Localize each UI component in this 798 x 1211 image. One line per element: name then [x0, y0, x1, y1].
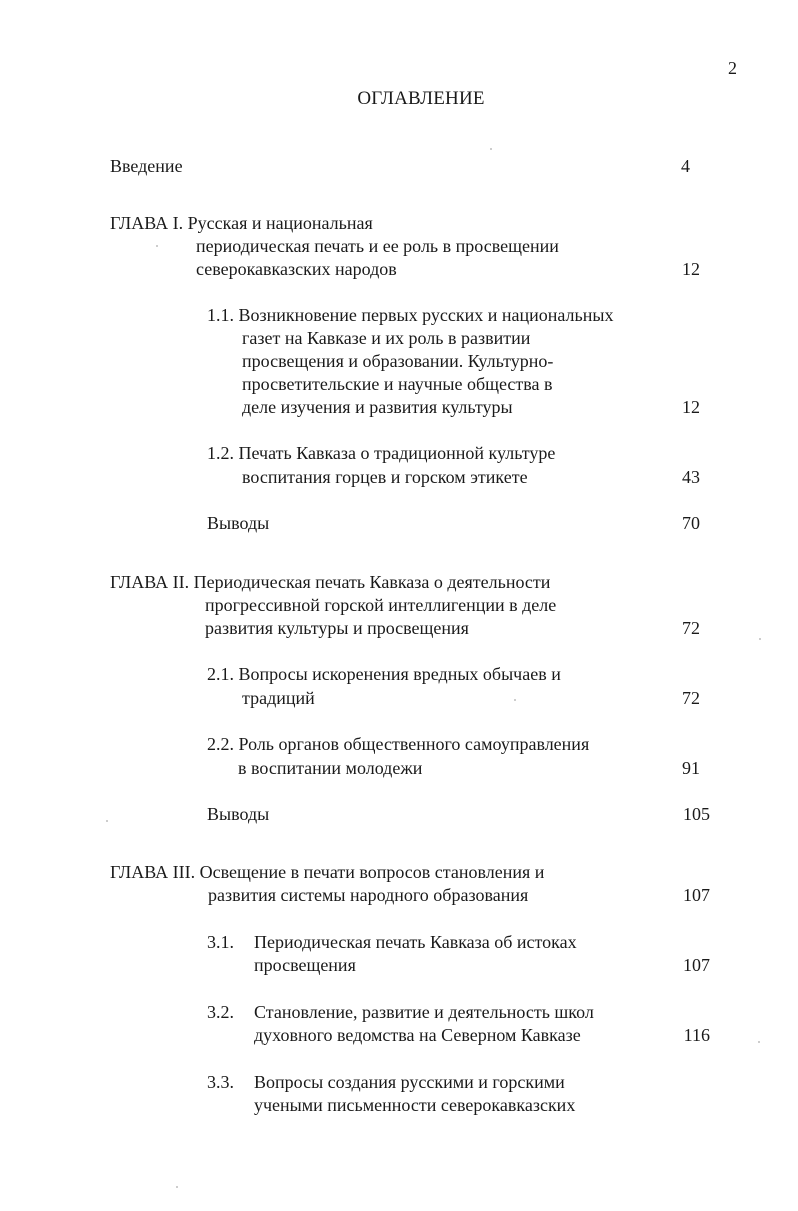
toc-line: газет на Кавказе и их роль в развитии [242, 328, 531, 348]
toc-line: периодическая печать и ее роль в просвещении [196, 236, 559, 256]
toc-line: учеными письменности северокавказских [254, 1095, 576, 1115]
toc-page: 107 [683, 955, 710, 975]
toc-line: духовного ведомства на Северном Кавказе [254, 1025, 581, 1045]
toc-line: ГЛАВА III. Освещение в печати вопросов становления и [110, 862, 545, 882]
scan-speck [490, 148, 492, 150]
scan-speck [514, 699, 516, 701]
toc-line: просветительские и научные общества в [242, 374, 553, 394]
toc-line: 1.2. Печать Кавказа о традиционной культуре [207, 443, 556, 463]
toc-page: 43 [682, 467, 700, 487]
toc-line: развития культуры и просвещения [205, 618, 469, 638]
toc-page: 116 [683, 1025, 710, 1045]
toc-page: 4 [681, 156, 690, 176]
scan-speck [759, 638, 761, 640]
toc-page: 72 [682, 618, 700, 638]
toc-line: 3.2. [207, 1002, 234, 1022]
scan-speck [106, 820, 108, 822]
toc-line: ГЛАВА I. Русская и национальная [110, 213, 373, 233]
toc-line: деле изучения и развития культуры [242, 397, 513, 417]
toc-line: традиций [242, 688, 315, 708]
toc-line: развития системы народного образования [208, 885, 529, 905]
toc-page: 12 [682, 397, 700, 417]
toc-line: прогрессивной горской интеллигенции в деле [205, 595, 557, 615]
scan-speck [176, 1186, 178, 1188]
toc-page: 105 [683, 804, 710, 824]
toc-line: Выводы [207, 513, 270, 533]
toc-line: 1.1. Возникновение первых русских и национальных [207, 305, 614, 325]
toc-line: воспитания горцев и горском этикете [242, 467, 528, 487]
toc-page: 107 [683, 885, 710, 905]
toc-line: Становление, развитие и деятельность школ [254, 1002, 594, 1022]
page-title: ОГЛАВЛЕНИЕ [357, 88, 485, 109]
toc-line: Периодическая печать Кавказа об истоках [254, 932, 577, 952]
toc-page: 70 [682, 513, 700, 533]
toc-page: 91 [682, 758, 700, 778]
toc-line: Вопросы создания русскими и горскими [254, 1072, 565, 1092]
toc-line: Выводы [207, 804, 270, 824]
toc-line: в воспитании молодежи [238, 758, 423, 778]
toc-page: 72 [682, 688, 700, 708]
toc-line: просвещения [254, 955, 356, 975]
toc-line: Введение [110, 156, 183, 176]
page-number: 2 [728, 58, 737, 78]
toc-line: 2.2. Роль органов общественного самоуправления [207, 734, 590, 754]
scan-speck [156, 245, 158, 247]
toc-line: 3.1. [207, 932, 234, 952]
toc-line: 3.3. [207, 1072, 234, 1092]
toc-page: 12 [682, 259, 700, 279]
toc-line: 2.1. Вопросы искоренения вредных обычаев и [207, 664, 561, 684]
scan-speck [758, 1041, 760, 1043]
toc-line: просвещения и образовании. Культурно- [242, 351, 554, 371]
toc-line: северокавказских народов [196, 259, 397, 279]
toc-line: ГЛАВА II. Периодическая печать Кавказа о деятельности [110, 572, 551, 592]
